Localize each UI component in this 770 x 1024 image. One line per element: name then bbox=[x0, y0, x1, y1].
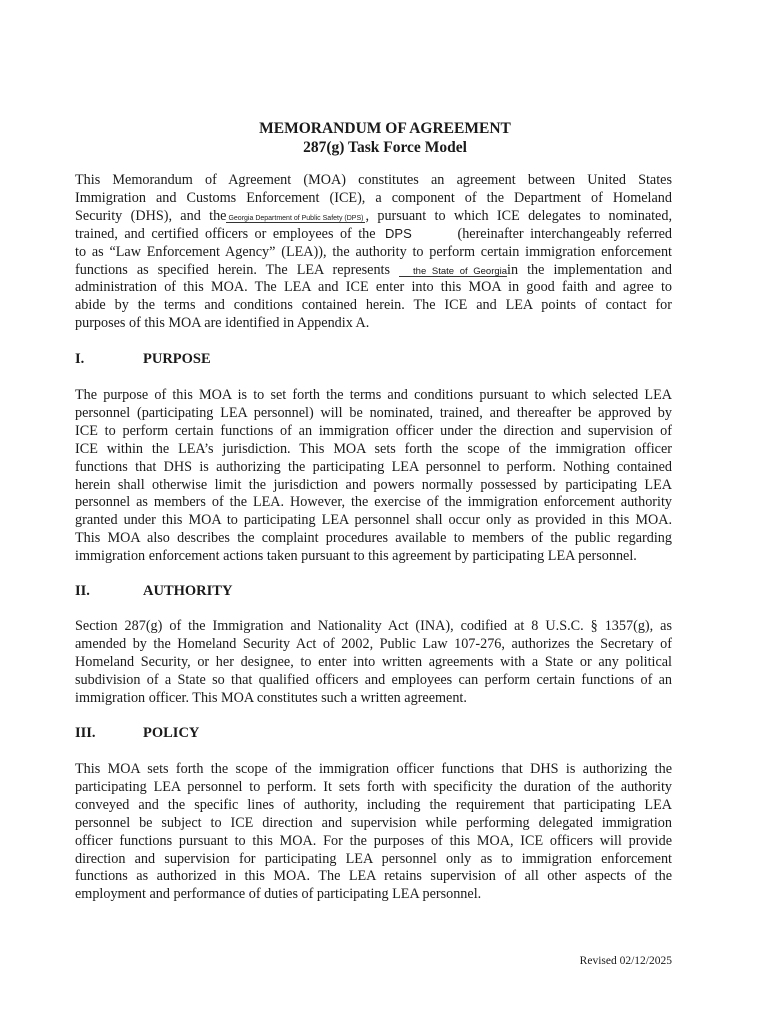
section-title: AUTHORITY bbox=[143, 583, 233, 599]
paragraph-line: employment and performance of duties of participating LEA personnel. bbox=[75, 886, 482, 903]
paragraph-line: ICE to perform certain functions of an immigration officer under the direction and supervision of bbox=[75, 422, 672, 439]
purpose-paragraph bbox=[75, 387, 672, 566]
paragraph-line: ICE within the LEA’s jurisdiction. This MOA sets forth the scope of the immigration officer bbox=[75, 440, 672, 457]
section-number: I. bbox=[75, 351, 85, 367]
paragraph-line: This MOA also describes the complaint procedures available to members of the public regarding bbox=[75, 530, 672, 547]
represents-field[interactable]: the State of Georgia bbox=[399, 267, 507, 278]
paragraph-line: officer functions pursuant to this MOA. For the purposes of this MOA, ICE officers will provide bbox=[75, 832, 672, 849]
policy-paragraph bbox=[75, 761, 672, 904]
paragraph-line: This MOA sets forth the scope of the immigration officer functions that DHS is authorizing the bbox=[75, 761, 672, 777]
intro-line: functions as specified herein. The LEA represents the State of Georgiain the implementation and bbox=[75, 261, 672, 278]
intro-line: abide by the terms and conditions contained herein. The ICE and LEA points of contact for bbox=[75, 297, 672, 314]
paragraph-line: subdivision of a State so that qualified officers and employees can perform certain functions of an bbox=[75, 671, 672, 688]
intro-line: This Memorandum of Agreement (MOA) constitutes an agreement between United States bbox=[75, 172, 672, 188]
paragraph-line: Homeland Security, or her designee, to enter into written agreements with a State or any political bbox=[75, 653, 672, 670]
intro-line: Security (DHS), and the Georgia Department of Public Safety (DPS) , pursuant to which ICE delegates to nominated, bbox=[75, 207, 672, 224]
paragraph-line: participating LEA personnel to perform. It sets forth with specificity the duration of the authority bbox=[75, 778, 672, 795]
section-heading-purpose bbox=[75, 351, 211, 368]
section-number: III. bbox=[75, 725, 96, 741]
agency-abbreviation-field[interactable]: DPS bbox=[385, 225, 412, 241]
agency-name-field[interactable]: Georgia Department of Public Safety (DPS) bbox=[228, 214, 364, 222]
authority-paragraph bbox=[75, 618, 672, 708]
paragraph-line: functions that DHS is authorizing the participating LEA personnel to perform. Nothing contained bbox=[75, 458, 672, 475]
section-title: PURPOSE bbox=[143, 351, 211, 367]
paragraph-line: immigration officer. This MOA constitutes such a written agreement. bbox=[75, 689, 467, 706]
intro-line: Immigration and Customs Enforcement (ICE), a component of the Department of Homeland bbox=[75, 189, 672, 206]
paragraph-line: Section 287(g) of the Immigration and Nationality Act (INA), codified at 8 U.S.C. § 1357(g), as bbox=[75, 618, 672, 634]
paragraph-line: personnel be subject to ICE direction and supervision while performing delegated immigration bbox=[75, 814, 672, 831]
paragraph-line: personnel (participating LEA personnel) will be nominated, trained, and thereafter be approved by bbox=[75, 404, 672, 421]
section-heading-policy bbox=[75, 725, 199, 742]
paragraph-line: herein shall otherwise limit the jurisdiction and powers normally possessed by participating LEA bbox=[75, 476, 672, 493]
document-title: MEMORANDUM OF AGREEMENT bbox=[259, 120, 511, 137]
paragraph-line: granted under this MOA to participating LEA personnel shall occur only as provided in this MOA. bbox=[75, 512, 672, 529]
paragraph-line: direction and supervision for participating LEA personnel only as to immigration enforcement bbox=[75, 850, 672, 867]
document-subtitle: 287(g) Task Force Model bbox=[303, 139, 467, 156]
paragraph-line: conveyed and the specific lines of authority, including the requirement that participating LEA bbox=[75, 796, 672, 813]
paragraph-line: amended by the Homeland Security Act of 2002, Public Law 107-276, authorizes the Secretary of bbox=[75, 635, 672, 652]
paragraph-line: immigration enforcement actions taken pursuant to this agreement by participating LEA personnel. bbox=[75, 548, 637, 565]
intro-line: to as “Law Enforcement Agency” (LEA)), the authority to perform certain immigration enforcement bbox=[75, 243, 672, 260]
paragraph-line: The purpose of this MOA is to set forth the terms and conditions pursuant to which selected LEA bbox=[75, 387, 672, 403]
intro-line: purposes of this MOA are identified in Appendix A. bbox=[75, 315, 370, 332]
paragraph-line: personnel as members of the LEA. However, the exercise of the immigration enforcement authority bbox=[75, 494, 672, 511]
revision-date: Revised 02/12/2025 bbox=[579, 955, 672, 967]
intro-line: administration of this MOA. The LEA and ICE enter into this MOA in good faith and agree to bbox=[75, 279, 672, 296]
section-title: POLICY bbox=[143, 725, 200, 741]
intro-line: trained, and certified officers or employees of the DPS (hereinafter interchangeably referred bbox=[75, 225, 673, 242]
intro-paragraph bbox=[75, 172, 672, 333]
paragraph-line: functions as authorized in this MOA. The LEA retains supervision of all other aspects of the bbox=[75, 868, 672, 885]
section-number: II. bbox=[75, 583, 90, 599]
section-heading-authority bbox=[75, 583, 232, 600]
